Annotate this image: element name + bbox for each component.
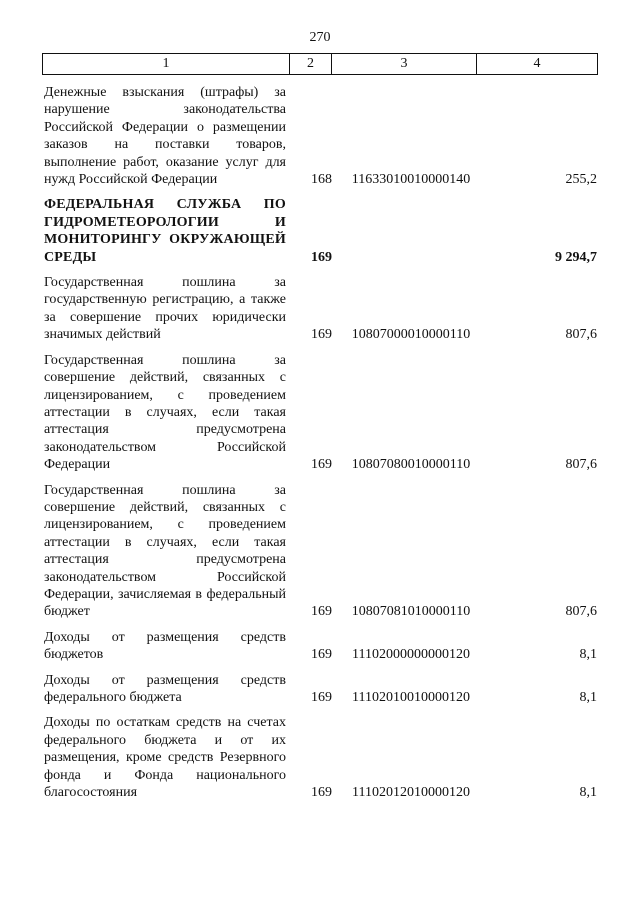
table-row xyxy=(44,84,600,188)
page-number: 270 xyxy=(309,30,331,45)
row-admin-code: 169 xyxy=(311,457,332,473)
table-row xyxy=(44,274,600,344)
table-header-row xyxy=(42,53,598,75)
row-admin-code: 168 xyxy=(311,172,332,188)
row-admin-code: 169 xyxy=(311,327,332,343)
row-revenue-code: 10807081010000110 xyxy=(351,604,471,620)
row-revenue-code: 11102000000000120 xyxy=(352,647,470,663)
row-revenue-code: 10807080010000110 xyxy=(351,457,471,473)
row-admin-code: 169 xyxy=(311,785,332,801)
table-row xyxy=(44,629,600,664)
row-admin-code: 169 xyxy=(311,690,332,705)
row-amount: 807,6 xyxy=(565,457,597,473)
table-body xyxy=(44,84,600,809)
row-revenue-code: 11102012010000120 xyxy=(352,785,470,801)
row-name: Государственная пошлина за совершение действий, связанных с лицензированием, с проведением аттестации в случаях, если такая аттестация предусмотрена законодательством Российской Федерации, зачисляемая в федеральный бюджет xyxy=(44,482,286,620)
row-amount: 8,1 xyxy=(579,647,597,663)
table-row xyxy=(44,482,600,621)
row-revenue-code: 11102010010000120 xyxy=(352,690,470,705)
row-name: Денежные взыскания (штрафы) за нарушение законодательства Российской Федерации о размещении заказов на поставки товаров, выполнение работ, оказание услуг для нужд Российской Федерации xyxy=(44,85,286,188)
row-amount: 8,1 xyxy=(579,785,597,801)
row-amount: 255,2 xyxy=(565,172,597,188)
table-row xyxy=(44,714,600,801)
table-row xyxy=(44,672,600,707)
row-name: Доходы от размещения средств бюджетов xyxy=(44,629,286,663)
table-row xyxy=(44,352,600,474)
table-row xyxy=(44,196,600,266)
row-revenue-code: 10807000010000110 xyxy=(351,327,471,343)
row-amount: 8,1 xyxy=(579,690,597,705)
row-name: ФЕДЕРАЛЬНАЯ СЛУЖБА ПО ГИДРОМЕТЕОРОЛОГИИ И МОНИТОРИНГУ ОКРУЖАЮЩЕЙ СРЕДЫ xyxy=(44,197,286,265)
row-amount: 9 294,7 xyxy=(555,249,597,265)
column-header-3: 3 xyxy=(332,54,477,74)
row-admin-code: 169 xyxy=(311,647,332,663)
row-name: Доходы по остаткам средств на счетах федерального бюджета и от их размещения, кроме средств Резервного фонда и Фонда национального благосостояния xyxy=(44,715,286,801)
row-name: Доходы от размещения средств федерального бюджета xyxy=(44,672,286,705)
row-amount: 807,6 xyxy=(565,604,597,620)
row-amount: 807,6 xyxy=(565,327,597,343)
row-admin-code: 169 xyxy=(311,249,332,265)
column-header-1: 1 xyxy=(43,54,290,74)
row-name: Государственная пошлина за государственную регистрацию, а также за совершение прочих юридически значимых действий xyxy=(44,275,286,343)
row-revenue-code: 11633010010000140 xyxy=(351,172,471,188)
row-name: Государственная пошлина за совершение действий, связанных с лицензированием, с проведением аттестации в случаях, если такая аттестация предусмотрена законодательством Российской Федерации xyxy=(44,352,286,473)
column-header-2: 2 xyxy=(290,54,332,74)
column-header-4: 4 xyxy=(533,56,541,71)
row-admin-code: 169 xyxy=(311,604,332,620)
